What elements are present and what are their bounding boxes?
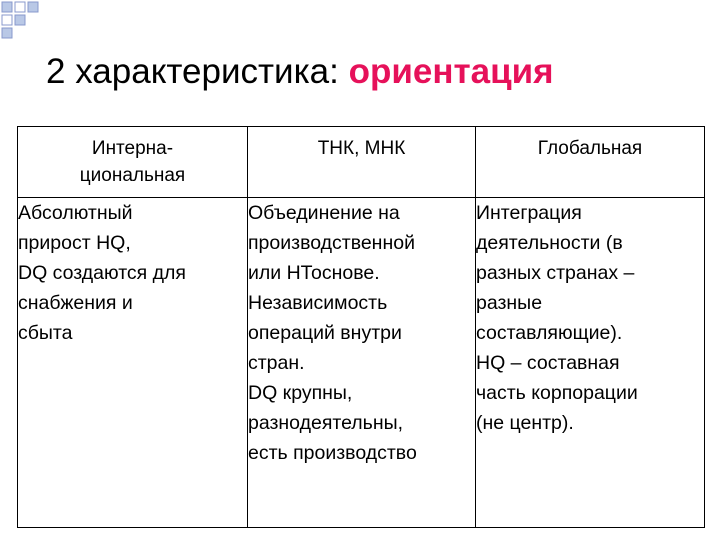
cell-line: производственной [248, 232, 415, 254]
cell-line: разных странах – [476, 262, 635, 284]
cell-line: операций внутри [248, 322, 402, 344]
cell-line: снабжения и [18, 292, 133, 314]
cell-line: Объединение на [248, 202, 400, 224]
orientation-table [17, 126, 705, 528]
slide-title [46, 50, 554, 94]
cell-line: прирост HQ, [18, 232, 131, 254]
cell-line: Независимость [248, 292, 388, 314]
header-text: Интерна- [91, 138, 174, 159]
title-prefix: 2 характеристика: [46, 52, 349, 91]
cell-line: Интеграция [476, 202, 582, 224]
cell-line: стран. [248, 352, 305, 374]
cell-line: Абсолютный [18, 202, 133, 224]
cell-line: составляющие). [476, 322, 623, 344]
cell-line: DQ создаются для [18, 262, 186, 284]
cell-tnk-mnk [248, 198, 476, 528]
cell-global [476, 198, 705, 528]
cell-line: (не центр). [476, 412, 574, 434]
cell-line: DQ крупны, [248, 382, 353, 404]
header-cell-global [476, 127, 705, 198]
cell-line: или НТоснове. [248, 262, 380, 284]
header-cell-tnk-mnk [248, 127, 476, 198]
cell-line: HQ – составная [476, 352, 620, 374]
cell-line: деятельности (в [476, 232, 623, 254]
header-text: ТНК, МНК [317, 138, 406, 159]
title-accent: ориентация [348, 52, 554, 91]
cell-line: сбыта [18, 322, 73, 344]
cell-line: разнодеятельны, [248, 412, 404, 434]
cell-line: часть корпорации [476, 382, 638, 404]
header-text: циональная [79, 165, 186, 186]
header-text: Глобальная [537, 138, 643, 159]
cell-line: есть производство [248, 442, 417, 464]
header-cell-international [18, 127, 248, 198]
table-body-row [18, 198, 705, 528]
cell-line: разные [476, 292, 543, 314]
table-header-row [18, 127, 705, 198]
corner-squares-decoration [0, 0, 60, 40]
cell-international [18, 198, 248, 528]
